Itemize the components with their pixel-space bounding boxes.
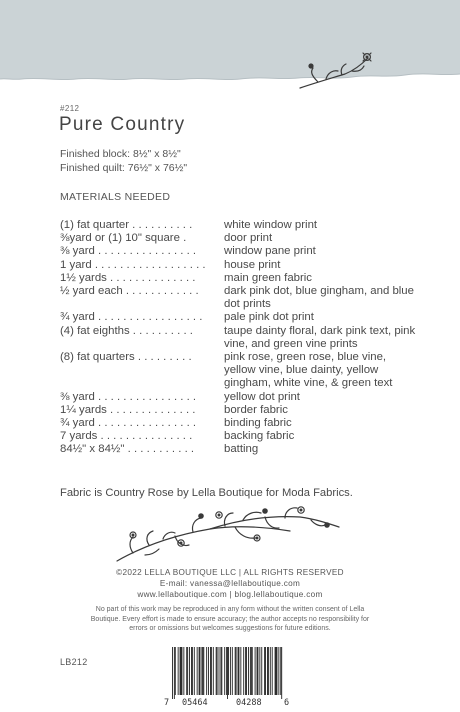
material-quantity: 7 yards . . . . . . . . . . . . . . . (60, 430, 193, 443)
pattern-number: #212 (60, 104, 80, 113)
material-description: pink rose, green rose, blue vine, yellow vine, blue dainty, yellow gingham, white vine, & green text (224, 351, 393, 390)
barcode-bar (191, 647, 192, 695)
barcode-bar (189, 647, 190, 695)
email-line: E-mail: vanessa@lellaboutique.com (159, 579, 301, 588)
barcode-bar (216, 647, 217, 695)
material-description: main green fabric (224, 271, 313, 284)
barcode-bar (276, 647, 277, 695)
barcode-bar (272, 647, 273, 695)
barcode-last-digit: 6 (284, 698, 290, 707)
barcode-bar (265, 647, 266, 695)
material-row (60, 430, 420, 443)
barcode-bar (277, 647, 278, 695)
barcode-bar (181, 647, 182, 695)
legal-notice: No part of this work may be reproduced in any form without the written consent of Lella Boutique. Every effort is made to ensure accuracy; the author accepts no responsibility for errors or omissions but welcomes suggestions for future editions. (90, 606, 370, 633)
barcode-bar (270, 647, 271, 695)
barcode-bar (220, 647, 221, 695)
barcode-bar (211, 647, 212, 695)
barcode-bar (224, 647, 225, 695)
finished-block-spec: Finished block: 8½" x 8½" (60, 148, 181, 160)
barcode-right-group: 04288 (236, 698, 262, 707)
barcode-bar (210, 647, 211, 695)
barcode-left-group: 05464 (182, 698, 208, 707)
material-row (60, 285, 420, 311)
barcode-bar (259, 647, 260, 695)
material-quantity: ¾ yard . . . . . . . . . . . . . . . . . (60, 311, 203, 324)
barcode-bar (252, 647, 253, 695)
barcode-bar (175, 647, 176, 695)
barcode-bar (180, 647, 181, 695)
material-quantity: ½ yard each . . . . . . . . . . . . (60, 285, 199, 298)
barcode-bar (268, 647, 269, 695)
material-quantity: 84½" x 84½" . . . . . . . . . . . (60, 443, 195, 456)
barcode-bar (264, 647, 265, 695)
barcode-first-digit: 7 (164, 698, 170, 707)
barcode-bar (226, 647, 227, 695)
barcode-bar (255, 647, 256, 695)
barcode-bar (182, 647, 183, 695)
material-description: taupe dainty floral, dark pink text, pink vine, and green vine prints (224, 324, 416, 350)
materials-heading: MATERIALS NEEDED (60, 191, 171, 203)
product-code: LB212 (60, 657, 88, 667)
barcode-bar (281, 647, 282, 699)
barcode (164, 647, 292, 712)
material-quantity: 1¼ yards . . . . . . . . . . . . . . (60, 403, 196, 416)
barcode-bar (235, 647, 236, 695)
material-quantity: ⅜ yard . . . . . . . . . . . . . . . . (60, 390, 197, 403)
material-description: border fabric (224, 403, 288, 416)
material-row (60, 259, 420, 272)
material-description: backing fabric (224, 430, 295, 443)
barcode-bar (174, 647, 175, 699)
finished-quilt-spec: Finished quilt: 76½" x 76½" (60, 162, 188, 174)
material-row (60, 272, 420, 285)
barcode-bar (186, 647, 187, 695)
barcode-bar (208, 647, 209, 695)
barcode-bar (251, 647, 252, 695)
material-quantity: ¾ yard . . . . . . . . . . . . . . . . (60, 417, 197, 430)
barcode-bar (217, 647, 218, 695)
material-row (60, 325, 420, 351)
material-row (60, 351, 420, 391)
material-row (60, 404, 420, 417)
material-quantity: (1) fat quarter . . . . . . . . . . (60, 219, 193, 231)
barcode-bar (187, 647, 188, 695)
material-description: door print (224, 232, 273, 245)
barcode-bar (213, 647, 214, 695)
barcode-bar (197, 647, 198, 695)
copyright-line: ©2022 LELLA BOUTIQUE LLC | ALL RIGHTS RESERVED (116, 568, 344, 577)
barcode-bar (278, 647, 279, 695)
materials-list (60, 219, 420, 457)
material-description: binding fabric (224, 417, 292, 430)
websites-line: www.lellaboutique.com | blog.lellaboutique.com (137, 590, 323, 599)
torn-paper-band (0, 0, 460, 92)
barcode-bar (206, 647, 207, 695)
barcode-bar (200, 647, 201, 695)
barcode-bar (258, 647, 259, 695)
material-row (60, 245, 420, 258)
material-row (60, 311, 420, 324)
barcode-bar (239, 647, 240, 695)
material-description: pale pink dot print (224, 311, 314, 324)
material-row (60, 443, 420, 456)
material-quantity: (4) fat eighths . . . . . . . . . . (60, 324, 193, 337)
barcode-bar (267, 647, 268, 695)
barcode-bar (243, 647, 244, 695)
barcode-bar (248, 647, 249, 695)
barcode-graphic (164, 647, 292, 707)
barcode-bar (183, 647, 184, 695)
barcode-bar (202, 647, 203, 695)
barcode-bar (199, 647, 200, 695)
material-quantity: ⅜ yard . . . . . . . . . . . . . . . . (60, 245, 197, 258)
material-quantity: 1½ yards . . . . . . . . . . . . . . (60, 271, 196, 284)
barcode-bar (275, 647, 276, 695)
material-quantity: 1 yard . . . . . . . . . . . . . . . . . . (60, 258, 206, 271)
material-quantity: (8) fat quarters . . . . . . . . . (60, 351, 192, 364)
fabric-note: Fabric is Country Rose by Lella Boutique for Moda Fabrics. (60, 487, 353, 499)
barcode-bar (201, 647, 202, 695)
material-description: dark pink dot, blue gingham, and blue dot prints (224, 285, 414, 311)
barcode-bar (238, 647, 239, 695)
material-description: white window print (224, 219, 318, 231)
barcode-bar (194, 647, 195, 695)
page-title: Pure Country (59, 114, 186, 135)
material-row (60, 232, 420, 245)
barcode-bar (280, 647, 281, 695)
barcode-bar (178, 647, 179, 695)
material-row (60, 391, 420, 404)
material-quantity: ⅜yard or (1) 10" square . (60, 232, 187, 245)
barcode-bar (221, 647, 222, 695)
header-band (0, 0, 460, 92)
barcode-bar (219, 647, 220, 695)
material-description: window pane print (224, 245, 316, 258)
material-description: house print (224, 258, 281, 271)
material-description: yellow dot print (224, 390, 300, 403)
barcode-bar (203, 647, 204, 695)
barcode-bar (250, 647, 251, 695)
barcode-bar (245, 647, 246, 695)
barcode-bar (240, 647, 241, 695)
barcode-bar (172, 647, 173, 699)
barcode-bar (232, 647, 233, 695)
barcode-bar (261, 647, 262, 695)
barcode-bar (246, 647, 247, 695)
barcode-bar (227, 647, 228, 699)
vine-wreath-icon (115, 505, 345, 568)
material-description: batting (224, 443, 259, 456)
barcode-bar (228, 647, 229, 695)
barcode-bar (230, 647, 231, 695)
barcode-bar (236, 647, 237, 695)
barcode-bar (192, 647, 193, 695)
material-row (60, 219, 420, 232)
barcode-bar (257, 647, 258, 695)
material-row (60, 417, 420, 430)
